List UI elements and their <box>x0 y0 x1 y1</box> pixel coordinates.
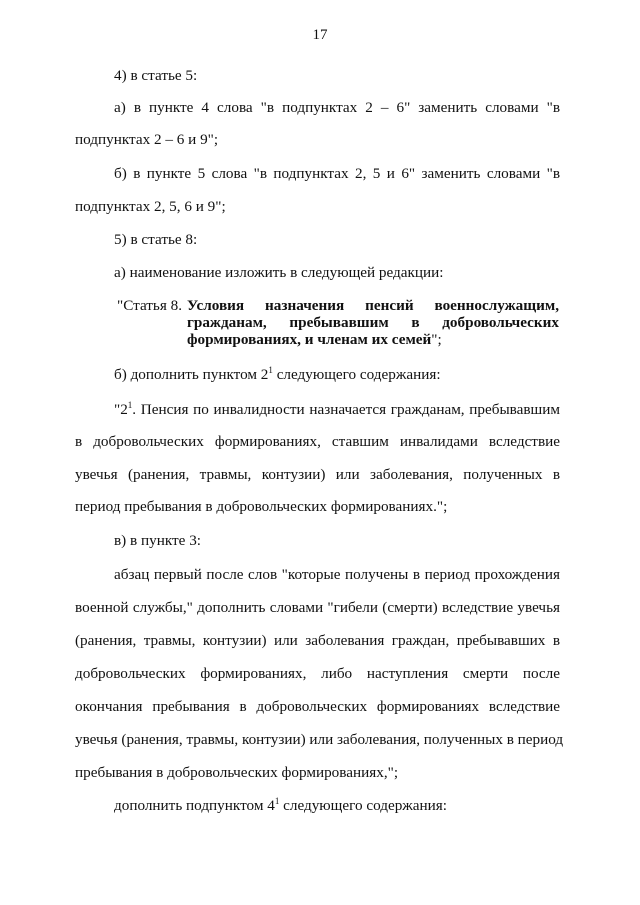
paragraph-line: в) в пункте 3: <box>114 532 202 549</box>
text-run: следующего содержания: <box>279 797 447 814</box>
paragraph-line: увечья (ранения, травмы, контузии) или заболевания, полученных в период <box>75 731 564 748</box>
paragraph-line: б) в пункте 5 слова "в подпунктах 2, 5 и 6" заменить словами "в <box>114 165 560 182</box>
article-title-tail: "; <box>431 331 442 348</box>
page-number: 17 <box>312 27 328 43</box>
paragraph-line <box>114 797 560 815</box>
text-run: следующего содержания: <box>272 366 441 383</box>
paragraph-line: в добровольческих формированиях, ставшим инвалидами вследствие <box>75 433 560 450</box>
paragraph-line: период пребывания в добровольческих формированиях."; <box>75 498 448 515</box>
paragraph-line: подпунктах 2 – 6 и 9"; <box>75 131 219 148</box>
article-title-line: Условия назначения пенсий военнослужащим, <box>187 297 559 314</box>
paragraph-line: а) наименование изложить в следующей редакции: <box>114 264 444 281</box>
text-run: "2 <box>114 401 128 418</box>
paragraph-line: увечья (ранения, травмы, контузии) или заболевания, полученных в <box>75 466 560 483</box>
paragraph-line: (ранения, травмы, контузии) или заболевания граждан, пребывавших в <box>75 632 560 649</box>
superscript: 1 <box>268 365 273 375</box>
article-label: "Статья 8. <box>117 297 183 314</box>
paragraph-line: подпунктах 2, 5, 6 и 9"; <box>75 198 226 215</box>
article-title-line-last <box>187 331 559 348</box>
paragraph-line: окончания пребывания в добровольческих формированиях вследствие <box>75 698 560 715</box>
paragraph-line <box>114 366 560 384</box>
paragraph-line: военной службы," дополнить словами "гибели (смерти) вследствие увечья <box>75 599 560 616</box>
paragraph-line: 5) в статье 8: <box>114 231 198 248</box>
text-run: дополнить подпунктом 4 <box>114 797 275 814</box>
paragraph-line: абзац первый после слов "которые получены в период прохождения <box>114 566 560 583</box>
article-title-line: гражданам, пребывавшим в добровольческих <box>187 314 559 331</box>
superscript: 1 <box>127 400 133 410</box>
paragraph-line: пребывания в добровольческих формированиях,"; <box>75 764 399 781</box>
paragraph-line: 4) в статье 5: <box>114 67 198 84</box>
paragraph-line: а) в пункте 4 слова "в подпунктах 2 – 6" заменить словами "в <box>114 99 560 116</box>
text-run: . Пенсия по инвалидности назначается гражданам, пребывавшим <box>132 401 560 418</box>
paragraph-line <box>114 401 560 419</box>
superscript: 1 <box>274 796 280 806</box>
article-title <box>187 297 559 348</box>
article-title-line: формированиях, и членам их семей <box>187 331 432 348</box>
paragraph-line: добровольческих формированиях, либо наступления смерти после <box>75 665 560 682</box>
text-run: б) дополнить пунктом 2 <box>114 366 269 383</box>
